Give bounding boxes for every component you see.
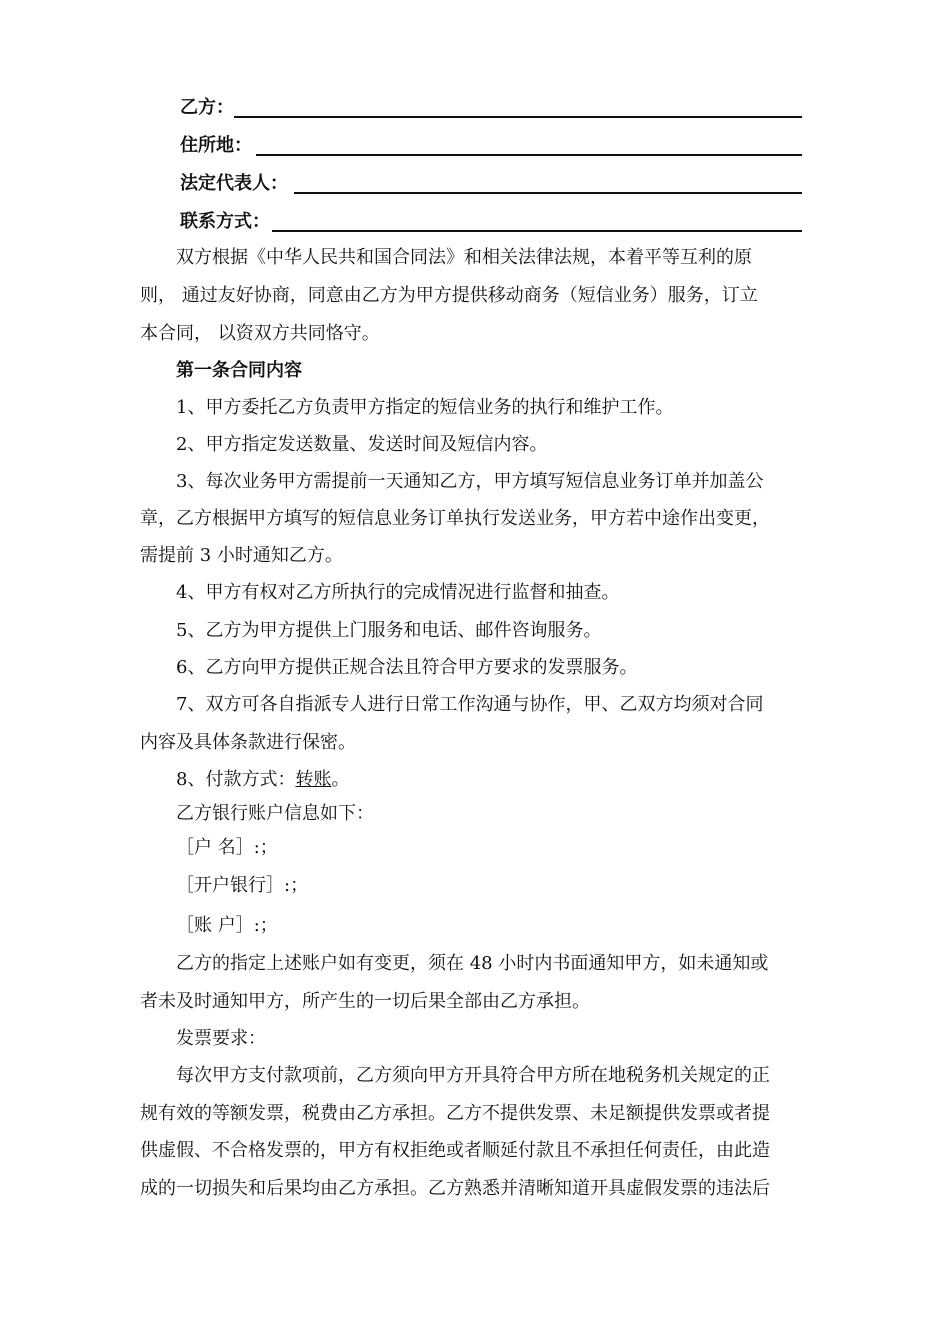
invoice-line-3: 供虚假、不合格发票的，甲方有权拒绝或者顺延付款且不承担任何责任，由此造: [140, 1140, 770, 1161]
legal-rep-label: 法定代表人：: [180, 173, 288, 194]
address-label: 住所地：: [180, 135, 252, 156]
bank-account-number: ［账 户］:；: [176, 915, 278, 936]
contact-label: 联系方式：: [180, 211, 270, 232]
party-b-blank[interactable]: [234, 116, 802, 118]
invoice-line-4: 成的一切损失和后果均由乙方承担。乙方熟悉并清晰知道开具虚假发票的违法后: [140, 1178, 770, 1199]
item-1: 1、甲方委托乙方负责甲方指定的短信业务的执行和维护工作。: [176, 397, 674, 418]
item-4: 4、甲方有权对乙方所执行的完成情况进行监督和抽查。: [176, 582, 620, 603]
item-5: 5、乙方为甲方提供上门服务和电话、邮件咨询服务。: [176, 620, 602, 641]
party-b-label: 乙方：: [180, 97, 234, 118]
item-8: [176, 768, 820, 792]
invoice-title: 发票要求：: [176, 1028, 266, 1049]
contact-blank[interactable]: [272, 230, 802, 232]
item-3-line-3: 需提前 3 小时通知乙方。: [140, 545, 343, 566]
change-notice-line-2: 者未及时通知甲方，所产生的一切后果全部由乙方承担。: [140, 991, 590, 1012]
item-8-suffix: 。: [331, 769, 350, 790]
change-notice-line-1: 乙方的指定上述账户如有变更，须在 48 小时内书面通知甲方，如未通知或: [176, 953, 769, 974]
invoice-line-1: 每次甲方支付款项前，乙方须向甲方开具符合甲方所在地税务机关规定的正: [176, 1065, 770, 1086]
item-7-line-2: 内容及具体条款进行保密。: [140, 732, 356, 753]
item-6: 6、乙方向甲方提供正规合法且符合甲方要求的发票服务。: [176, 657, 638, 678]
bank-info-title: 乙方银行账户信息如下：: [176, 803, 374, 824]
legal-rep-blank[interactable]: [294, 192, 802, 194]
section-title: 第一条合同内容: [176, 360, 302, 381]
bank-account-name: ［户 名］:；: [176, 837, 278, 858]
item-3-line-2: 章，乙方根据甲方填写的短信息业务订单执行发送业务，甲方若中途作出变更，: [140, 508, 770, 529]
intro-line-2: 则， 通过友好协商，同意由乙方为甲方提供移动商务（短信业务）服务，订立: [140, 285, 758, 306]
item-2: 2、甲方指定发送数量、发送时间及短信内容。: [176, 434, 548, 455]
item-7-line-1: 7、双方可各自指派专人进行日常工作沟通与协作，甲、乙双方均须对合同: [176, 694, 764, 715]
payment-method-value: 转账: [295, 769, 332, 790]
intro-line-1: 双方根据《中华人民共和国合同法》和相关法律法规，本着平等互利的原: [176, 247, 752, 268]
intro-line-3: 本合同， 以资双方共同恪守。: [140, 323, 380, 344]
item-8-prefix: 8、付款方式：: [176, 769, 296, 790]
bank-name: ［开户银行］:；: [176, 875, 309, 896]
address-blank[interactable]: [256, 154, 802, 156]
invoice-line-2: 规有效的等额发票，税费由乙方承担。乙方不提供发票、未足额提供发票或者提: [140, 1103, 770, 1124]
item-3-line-1: 3、每次业务甲方需提前一天通知乙方，甲方填写短信息业务订单并加盖公: [176, 471, 764, 492]
